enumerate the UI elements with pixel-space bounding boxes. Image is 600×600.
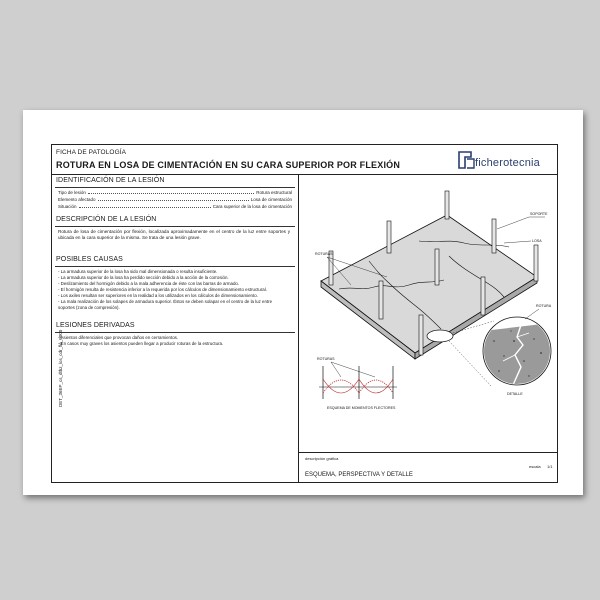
id-row (58, 197, 292, 202)
footer-page: 1/1 (547, 464, 553, 469)
id-row-key: Situación (58, 204, 77, 209)
id-row (58, 190, 292, 195)
id-row-key: Tipo de lesión (58, 190, 86, 195)
slab-drawing (299, 181, 559, 445)
list-item: - Los axiles resultan ser superiores en la realidad a los utilizados en los cálculos de dimensionamiento. (58, 293, 258, 299)
id-row-value: Losa de cimentación (250, 197, 292, 202)
list-item: - En casos muy graves los asientos pueden llegar a producir roturas de la estructura. (58, 341, 224, 347)
label-detalle: DETALLE (507, 392, 523, 396)
list-item: - La mala realización de los solapes de armadura superior. Éstos se deben solapar en el centro de la luz entre soportes (zona de compresión). (58, 299, 273, 311)
section-divider (55, 266, 295, 267)
lesiones-title: LESIONES DERIVADAS (56, 322, 135, 329)
sheet-frame (51, 144, 558, 483)
list-item: - El hormigón resulta de resistencia inferior a la requerida por los cálculos de dimensionamiento estructural. (58, 287, 267, 293)
label-roturas: ROTURAS (315, 252, 333, 256)
label-esquema: ESQUEMA DE MOMENTOS FLECTORES (327, 406, 396, 410)
sheet-title: ROTURA EN LOSA DE CIMENTACIÓN EN SU CARA SUPERIOR POR FLEXIÓN (56, 160, 401, 170)
column (387, 221, 391, 253)
identificacion-title: IDENTIFICACIÓN DE LA LESIÓN (56, 177, 165, 184)
id-row (58, 204, 292, 209)
column (492, 219, 496, 253)
section-divider (55, 332, 295, 333)
moment-diagram (319, 362, 397, 399)
column (481, 277, 485, 315)
list-item: - Deslizamiento del hormigón debido a la mala adherencia de éste con las barras de armado. (58, 281, 240, 287)
document-code: DET_36EP_cs_dthz_los_cdr_fle_0000 (58, 329, 63, 407)
document-sheet (23, 110, 583, 495)
sheet-subtitle: FICHA DE PATOLOGÍA (56, 149, 127, 156)
column (435, 249, 439, 285)
label-losa: LOSA (532, 239, 542, 243)
causas-list (58, 269, 290, 311)
brand-logo (457, 149, 547, 171)
list-item: - La armadura superior de la losa ha sido mal dimensionada o resulta insuficiente. (58, 269, 218, 274)
column (329, 251, 333, 285)
lesiones-list (58, 335, 290, 347)
footer-label: descripción gráfica (305, 456, 339, 461)
label-rotura: ROTURA (536, 304, 552, 308)
id-row-key: Elemento afectado (58, 197, 96, 202)
brand-name: ficherotecnia (475, 157, 540, 169)
footer-description: ESQUEMA, PERSPECTIVA Y DETALLE (305, 472, 413, 478)
detail-cut (427, 330, 453, 342)
brand-logo-icon (457, 149, 477, 171)
section-divider (55, 187, 295, 188)
id-row-value: Rotura estructural (256, 190, 292, 195)
column (534, 245, 538, 281)
column (379, 281, 383, 319)
drawing-column (299, 175, 557, 482)
info-column (52, 175, 299, 482)
causas-title: POSIBLES CAUSAS (56, 256, 123, 263)
descripcion-title: DESCRIPCIÓN DE LA LESIÓN (56, 216, 157, 223)
column (419, 315, 423, 355)
column (445, 191, 449, 219)
list-item: - Asientos diferenciales que provocan daños en cerramientos. (58, 335, 179, 340)
id-row-value: Cara superior de la losa de cimentación (212, 204, 292, 209)
footer-divider (299, 452, 557, 453)
label-roturas-diagram: ROTURAS (317, 357, 335, 361)
footer-scale: escala (529, 464, 541, 469)
label-soporte: SOPORTE (530, 212, 548, 216)
descripcion-text: Rotura de losa de cimentación por flexión, localizada aproximadamente en el centro de la luz entre soportes y ubicada en la cara superior de la misma. Se trata de una lesión grave. (58, 229, 290, 241)
section-divider (55, 226, 295, 227)
list-item: - La armadura superior de la losa ha perdido sección debido a la acción de la corrosión. (58, 275, 229, 281)
